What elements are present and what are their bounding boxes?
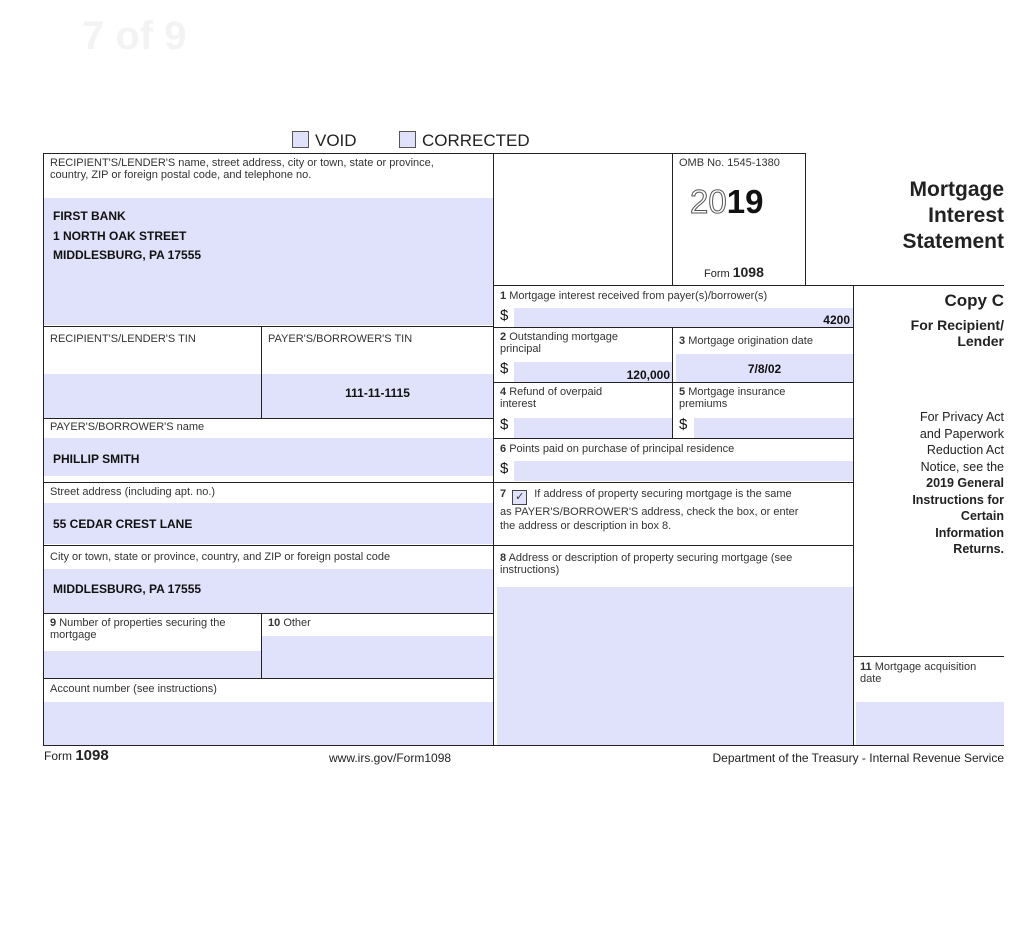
city-top-line xyxy=(43,545,853,546)
box5-field[interactable] xyxy=(694,418,853,438)
omb-left-divider xyxy=(672,153,673,285)
box11-top-line xyxy=(853,656,1004,657)
box10-field[interactable] xyxy=(262,636,493,678)
copy-sub-1: For Recipient/ xyxy=(910,317,1004,333)
box2-label xyxy=(500,331,618,355)
page-counter-watermark: 7 of 9 xyxy=(82,14,187,58)
box7-line-2: as PAYER'S/BORROWER'S address, check the box, or enter xyxy=(500,506,799,518)
recipient-tin-label: RECIPIENT'S/LENDER'S TIN xyxy=(50,333,196,345)
privacy-line-1: For Privacy Act xyxy=(919,410,1004,424)
left-column-divider xyxy=(493,153,494,745)
box1-top-line xyxy=(493,285,1004,286)
privacy-bold-2: Instructions for xyxy=(912,492,1004,507)
city-value: MIDDLESBURG, PA 17555 xyxy=(53,582,202,596)
box1-dollar: $ xyxy=(500,307,509,324)
box10-number: 10 xyxy=(268,617,281,629)
street-value: 55 CEDAR CREST LANE xyxy=(53,517,193,531)
right-column-divider xyxy=(853,285,854,745)
footer-form-prefix: Form xyxy=(44,749,72,763)
form-title xyxy=(804,177,1004,255)
copy-sub-2: Lender xyxy=(957,333,1004,349)
privacy-bold-3: Certain xyxy=(960,509,1004,523)
box3-number: 3 xyxy=(679,335,686,347)
form-title-line-1: Mortgage xyxy=(909,178,1004,201)
box6-dollar: $ xyxy=(500,460,509,477)
footer-form-number: 1098 xyxy=(75,747,109,764)
form-title-line-3: Statement xyxy=(902,230,1004,253)
box9-label-2: mortgage xyxy=(50,629,97,641)
tax-year xyxy=(690,183,763,221)
privacy-notice xyxy=(859,409,1004,558)
box9-number: 9 xyxy=(50,617,57,629)
box11-label-1: Mortgage acquisition xyxy=(874,661,977,673)
account-label: Account number (see instructions) xyxy=(50,683,217,695)
city-label: City or town, state or province, country, and ZIP or foreign postal code xyxy=(50,551,391,563)
form-title-line-2: Interest xyxy=(928,204,1004,227)
box4-label xyxy=(500,386,602,410)
box9-label xyxy=(50,617,226,641)
omb-form-number: 1098 xyxy=(732,264,764,280)
recipient-label: RECIPIENT'S/LENDER'S name, street address, city or town, state or province, country, ZIP or foreign postal code, and telephone no. xyxy=(50,157,434,181)
privacy-line-2: and Paperwork xyxy=(919,426,1004,441)
box6-label xyxy=(500,443,734,455)
account-field[interactable] xyxy=(44,702,493,745)
box11-label-2: date xyxy=(860,673,882,685)
box8-label-1: Address or description of property securing mortgage (see xyxy=(508,552,793,564)
recipient-tin-field[interactable] xyxy=(44,374,261,418)
box4-top-line xyxy=(493,382,853,383)
privacy-bold-4: Information xyxy=(935,525,1004,540)
footer-url[interactable]: www.irs.gov/Form1098 xyxy=(329,751,452,765)
corrected-label: CORRECTED xyxy=(422,131,530,150)
box3-label-text: Mortgage origination date xyxy=(688,335,813,347)
payer-name-label: PAYER'S/BORROWER'S name xyxy=(50,421,205,433)
box7-label xyxy=(500,487,852,533)
box5-label xyxy=(679,386,785,410)
omb-form-prefix: Form xyxy=(704,268,730,280)
box4-field[interactable] xyxy=(514,418,672,438)
box4-label-1: Refund of overpaid xyxy=(509,386,603,398)
box9-10-divider xyxy=(261,613,262,678)
payer-tin-value: 111-11-1115 xyxy=(345,386,410,400)
box8-field[interactable] xyxy=(497,587,853,745)
tin-top-line xyxy=(43,326,493,327)
box7-line-1: If address of property securing mortgage is the same xyxy=(534,488,792,500)
box2-label-1: Outstanding mortgage xyxy=(509,331,619,343)
box11-field[interactable] xyxy=(856,702,1004,745)
form-top-border xyxy=(43,153,805,154)
form-left-border xyxy=(43,153,44,745)
box7-line-3: the address or description in box 8. xyxy=(500,520,672,532)
corrected-checkbox[interactable] xyxy=(399,131,530,151)
omb-form-id xyxy=(704,264,764,280)
footer-department: Department of the Treasury - Internal Revenue Service xyxy=(712,751,1004,765)
box1-value: 4200 xyxy=(823,313,850,327)
void-label: VOID xyxy=(315,131,357,150)
box8-label xyxy=(500,552,792,576)
omb-number: OMB No. 1545-1380 xyxy=(679,157,780,169)
box10-label-text: Other xyxy=(283,617,311,629)
box2-dollar: $ xyxy=(500,360,509,377)
box9-top-line xyxy=(43,613,493,614)
privacy-bold-5: Returns. xyxy=(953,542,1004,556)
box3-value: 7/8/02 xyxy=(747,362,782,376)
tin-divider xyxy=(261,326,262,418)
recipient-line-1: FIRST BANK xyxy=(53,209,126,223)
street-top-line xyxy=(43,482,853,483)
box2-label-2: principal xyxy=(500,343,541,355)
box1-label xyxy=(500,290,767,302)
box6-number: 6 xyxy=(500,443,507,455)
copy-label: Copy C xyxy=(944,291,1004,310)
void-checkbox-box[interactable] xyxy=(292,131,309,148)
privacy-bold-1: 2019 General xyxy=(926,476,1004,490)
box7-number: 7 xyxy=(500,488,507,500)
account-top-line xyxy=(43,678,493,679)
box8-label-2: instructions) xyxy=(500,564,560,576)
box6-top-line xyxy=(493,438,853,439)
box6-label-text: Points paid on purchase of principal residence xyxy=(509,443,735,455)
box9-field[interactable] xyxy=(44,651,261,678)
recipient-line-3: MIDDLESBURG, PA 17555 xyxy=(53,248,202,262)
payer-tin-label: PAYER'S/BORROWER'S TIN xyxy=(268,333,413,345)
box4-number: 4 xyxy=(500,386,507,398)
box2-value: 120,000 xyxy=(626,368,670,382)
box4-dollar: $ xyxy=(500,416,509,433)
street-label: Street address (including apt. no.) xyxy=(50,486,216,498)
tax-year-light: 20 xyxy=(690,183,727,220)
box1-number: 1 xyxy=(500,290,507,302)
box11-label xyxy=(860,661,976,685)
payer-name-top-line xyxy=(43,418,493,419)
privacy-line-3: Reduction Act xyxy=(926,443,1004,457)
box4-label-2: interest xyxy=(500,398,537,410)
box5-label-1: Mortgage insurance xyxy=(688,386,786,398)
box10-label xyxy=(268,617,311,629)
box11-number: 11 xyxy=(860,661,872,673)
box1-label-text: Mortgage interest received from payer(s)/borrower(s) xyxy=(509,290,768,302)
box5-label-2: premiums xyxy=(679,398,728,410)
box6-field[interactable] xyxy=(514,461,853,481)
tax-year-bold: 19 xyxy=(726,183,764,220)
payer-name-value: PHILLIP SMITH xyxy=(53,452,140,466)
privacy-line-4: Notice, see the xyxy=(920,459,1004,474)
void-checkbox[interactable] xyxy=(292,131,357,151)
box2-top-line xyxy=(493,327,853,328)
box7-checkbox[interactable]: ✓ xyxy=(512,490,527,505)
box5-number: 5 xyxy=(679,386,686,398)
footer-form-id xyxy=(44,747,109,764)
box2-number: 2 xyxy=(500,331,507,343)
box9-label-1: Number of properties securing the xyxy=(59,617,226,629)
form-bottom-border xyxy=(43,745,1004,746)
copy-designation xyxy=(859,291,1004,349)
box5-dollar: $ xyxy=(679,416,688,433)
box3-label xyxy=(679,335,813,347)
corrected-checkbox-box[interactable] xyxy=(399,131,416,148)
recipient-line-2: 1 NORTH OAK STREET xyxy=(53,229,187,243)
box8-number: 8 xyxy=(500,552,507,564)
